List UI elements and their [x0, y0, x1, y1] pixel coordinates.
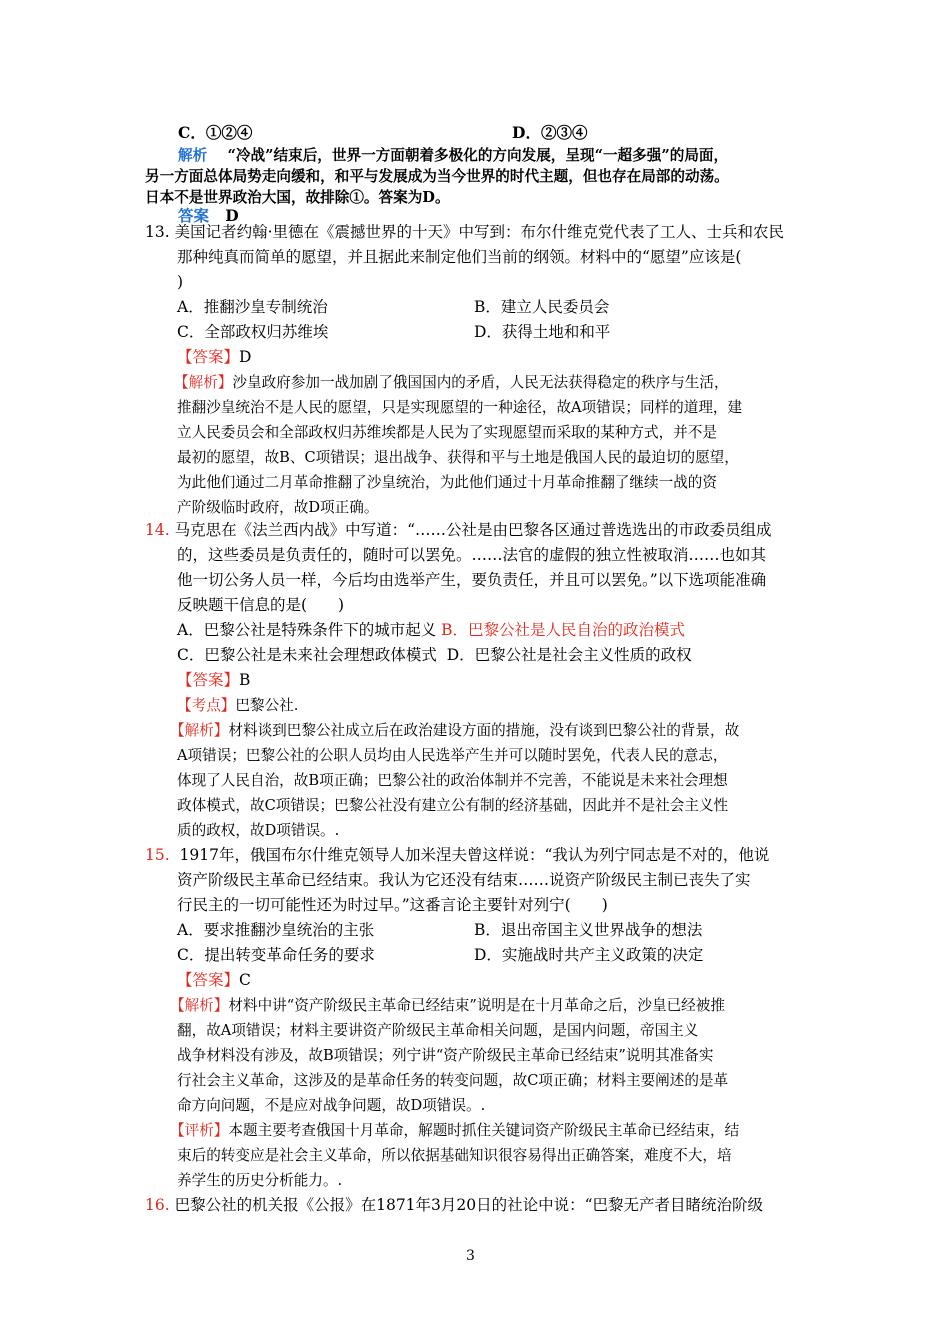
- question-15-review: [170, 1118, 739, 1143]
- analysis-line: A项错误；巴黎公社的公职人员均由人民选举产生并可以随时罢免，代表人民的意志，: [177, 747, 728, 764]
- question-stem: 美国记者约翰·里德在《震撼世界的十天》中写到：布尔什维克党代表了工人、士兵和农民: [174, 223, 785, 241]
- analysis-line: 命方向问题，不是应对战争问题，故D项错误。.: [177, 1097, 486, 1114]
- question-15-stem-cont: [177, 868, 751, 993]
- question-14-analysis: [170, 718, 739, 743]
- question-stem: 巴黎公社的机关报《公报》在1871年3月20日的社论中说：“巴黎无产者目睹统治阶级: [174, 1196, 764, 1214]
- analysis-line: 为此他们通过二月革命推翻了沙皇统治，为此他们通过十月革命推翻了继续一战的资: [177, 474, 717, 491]
- analysis-line: 另一方面总体局势走向缓和，和平与发展成为当今世界的时代主题，但也存在局部的动荡。: [145, 168, 729, 185]
- answer-row: [177, 345, 741, 370]
- question-stem: 1917年，俄国布尔什维克领导人加米涅夫曾这样说：“我认为列宁同志是不对的，他说: [179, 846, 770, 864]
- question-stem: 资产阶级民主革命已经结束。我认为它还没有结束……说资产阶级民主制已丧失了实: [177, 871, 751, 889]
- options-row: [177, 943, 751, 968]
- question-stem: 马克思在《法兰西内战》中写道：“……公社是由巴黎各区通过普选选出的市政委员组成: [174, 521, 772, 539]
- analysis-line: 材料谈到巴黎公社成立后在政治建设方面的措施，没有谈到巴黎公社的背景，故: [228, 722, 740, 739]
- analysis-line: “冷战”结束后，世界一方面朝着多极化的方向发展，呈现“一超多强”的局面，: [227, 147, 729, 164]
- review-line: 养学生的历史分析能力。.: [177, 1172, 343, 1189]
- answer-label: 答案: [178, 206, 210, 225]
- analysis-tag: 【解析】: [174, 374, 233, 391]
- question-16: [145, 1193, 763, 1218]
- question-stem: 他一切公务人员一样，今后均由选举产生，要负责任，并且可以罢免。”以下选项能准确: [177, 571, 767, 589]
- review-line: 本题主要考查俄国十月革命，解题时抓住关键词资产阶级民主革命已经结束，结: [228, 1122, 740, 1139]
- question-15-analysis-cont: [177, 1018, 728, 1118]
- question-14-stem-cont: [177, 543, 766, 718]
- option-c: C．全部政权归苏维埃: [177, 323, 329, 341]
- point-tag: 【考点】: [177, 697, 236, 714]
- analysis-line: 质的政权，故D项错误。.: [177, 822, 340, 839]
- option-a: A．巴黎公社是特殊条件下的城市起义: [177, 621, 437, 639]
- answer-tag: 【答案】: [177, 971, 240, 989]
- page-number: 3: [466, 1248, 475, 1264]
- option-b: B．建立人民委员会: [474, 298, 610, 316]
- option-b: B．退出帝国主义世界战争的想法: [474, 921, 703, 939]
- option-c: C．提出转变革命任务的要求: [177, 946, 375, 964]
- prev-analysis-cont: [145, 166, 729, 208]
- options-row: [177, 320, 741, 345]
- answer-value: B: [239, 671, 251, 689]
- options-row: [177, 295, 741, 320]
- option-a: A．推翻沙皇专制统治: [177, 298, 328, 316]
- answer-value: D: [239, 348, 252, 366]
- option-d: D．获得土地和和平: [474, 323, 611, 341]
- analysis-line: 政体模式，故C项错误；巴黎公社没有建立公有制的经济基础，因此并不是社会主义性: [177, 797, 729, 814]
- question-stem: ): [177, 273, 184, 291]
- prev-question-options: [178, 120, 252, 145]
- option-a: A．要求推翻沙皇统治的主张: [177, 921, 375, 939]
- question-13-analysis: [174, 370, 729, 395]
- analysis-label: 解析: [178, 147, 208, 164]
- question-number: 13.: [145, 223, 170, 241]
- question-number: 15.: [145, 846, 170, 864]
- question-15: [145, 843, 769, 868]
- prev-question-option-d: [512, 120, 587, 145]
- question-number: 14.: [145, 521, 170, 539]
- option-d: D．巴黎公社是社会主义性质的政权: [446, 646, 692, 664]
- analysis-line: 最初的愿望，故B、C项错误；退出战争、获得和平与土地是俄国人民的最迫切的愿望，: [177, 449, 739, 466]
- answer-row: [177, 668, 766, 693]
- options-row: [177, 618, 766, 643]
- option-b-correct: B．巴黎公社是人民自治的政治模式: [441, 621, 686, 639]
- analysis-line: 战争材料没有涉及，故B项错误；列宁讲“资产阶级民主革命已经结束”说明其准备实: [177, 1047, 714, 1064]
- point-row: [177, 693, 766, 718]
- option-c: C．①②④: [178, 123, 253, 142]
- analysis-line: 日本不是世界政治大国，故排除①。答案为D。: [145, 189, 450, 206]
- review-tag: 【评析】: [170, 1122, 229, 1139]
- question-number: 16.: [145, 1196, 170, 1214]
- option-d: D．实施战时共产主义政策的决定: [474, 946, 704, 964]
- option-c: C．巴黎公社是未来社会理想政体模式: [177, 646, 437, 664]
- option-d: D．②③④: [512, 123, 588, 142]
- analysis-line: 材料中讲“资产阶级民主革命已经结束”说明是在十月革命之后，沙皇已经被推: [228, 997, 725, 1014]
- question-13: [145, 220, 784, 245]
- prev-analysis: [178, 145, 728, 166]
- question-13-stem-cont: [177, 245, 741, 370]
- question-15-analysis: [170, 993, 725, 1018]
- analysis-line: 产阶级临时政府，故D项正确。: [177, 499, 379, 516]
- question-stem: 的，这些委员是负责任的，随时可以罢免。……法官的虚假的独立性被取消……也如其: [177, 546, 767, 564]
- question-stem: 反映题干信息的是( ): [177, 596, 345, 614]
- question-14: [145, 518, 772, 543]
- question-14-analysis-cont: [177, 743, 728, 843]
- question-stem: 行民主的一切可能性还为时过早。”这番言论主要针对列宁( ): [177, 896, 608, 914]
- analysis-tag: 【解析】: [170, 722, 229, 739]
- question-15-review-cont: [177, 1143, 732, 1193]
- analysis-line: 行社会主义革命，这涉及的是革命任务的转变问题，故C项正确；材料主要阐述的是革: [177, 1072, 729, 1089]
- analysis-line: 沙皇政府参加一战加剧了俄国国内的矛盾，人民无法获得稳定的秩序与生活，: [232, 374, 729, 391]
- answer-row: [177, 968, 751, 993]
- options-row: [177, 643, 766, 668]
- answer-value: C: [239, 971, 251, 989]
- analysis-line: 翻，故A项错误；材料主要讲资产阶级民主革命相关问题，是国内问题，帝国主义: [177, 1022, 699, 1039]
- answer-value: D: [225, 206, 239, 225]
- review-line: 束后的转变应是社会主义革命，所以依据基础知识很容易得出正确答案，难度不大，培: [177, 1147, 732, 1164]
- question-stem: 那种纯真而简单的愿望，并且据此来制定他们当前的纲领。材料中的“愿望”应该是(: [177, 248, 742, 266]
- analysis-tag: 【解析】: [170, 997, 229, 1014]
- point-value: 巴黎公社.: [235, 697, 299, 714]
- analysis-line: 立人民委员会和全部政权归苏维埃都是人民为了实现愿望而采取的某种方式，并不是: [177, 424, 717, 441]
- answer-tag: 【答案】: [177, 348, 240, 366]
- options-row: [177, 918, 751, 943]
- question-13-analysis-cont: [177, 395, 742, 520]
- answer-tag: 【答案】: [177, 671, 240, 689]
- analysis-line: 体现了人民自治，故B项正确；巴黎公社的政治体制并不完善，不能说是未来社会理想: [177, 772, 728, 789]
- analysis-line: 推翻沙皇统治不是人民的愿望，只是实现愿望的一种途径，故A项错误；同样的道理，建: [177, 399, 743, 416]
